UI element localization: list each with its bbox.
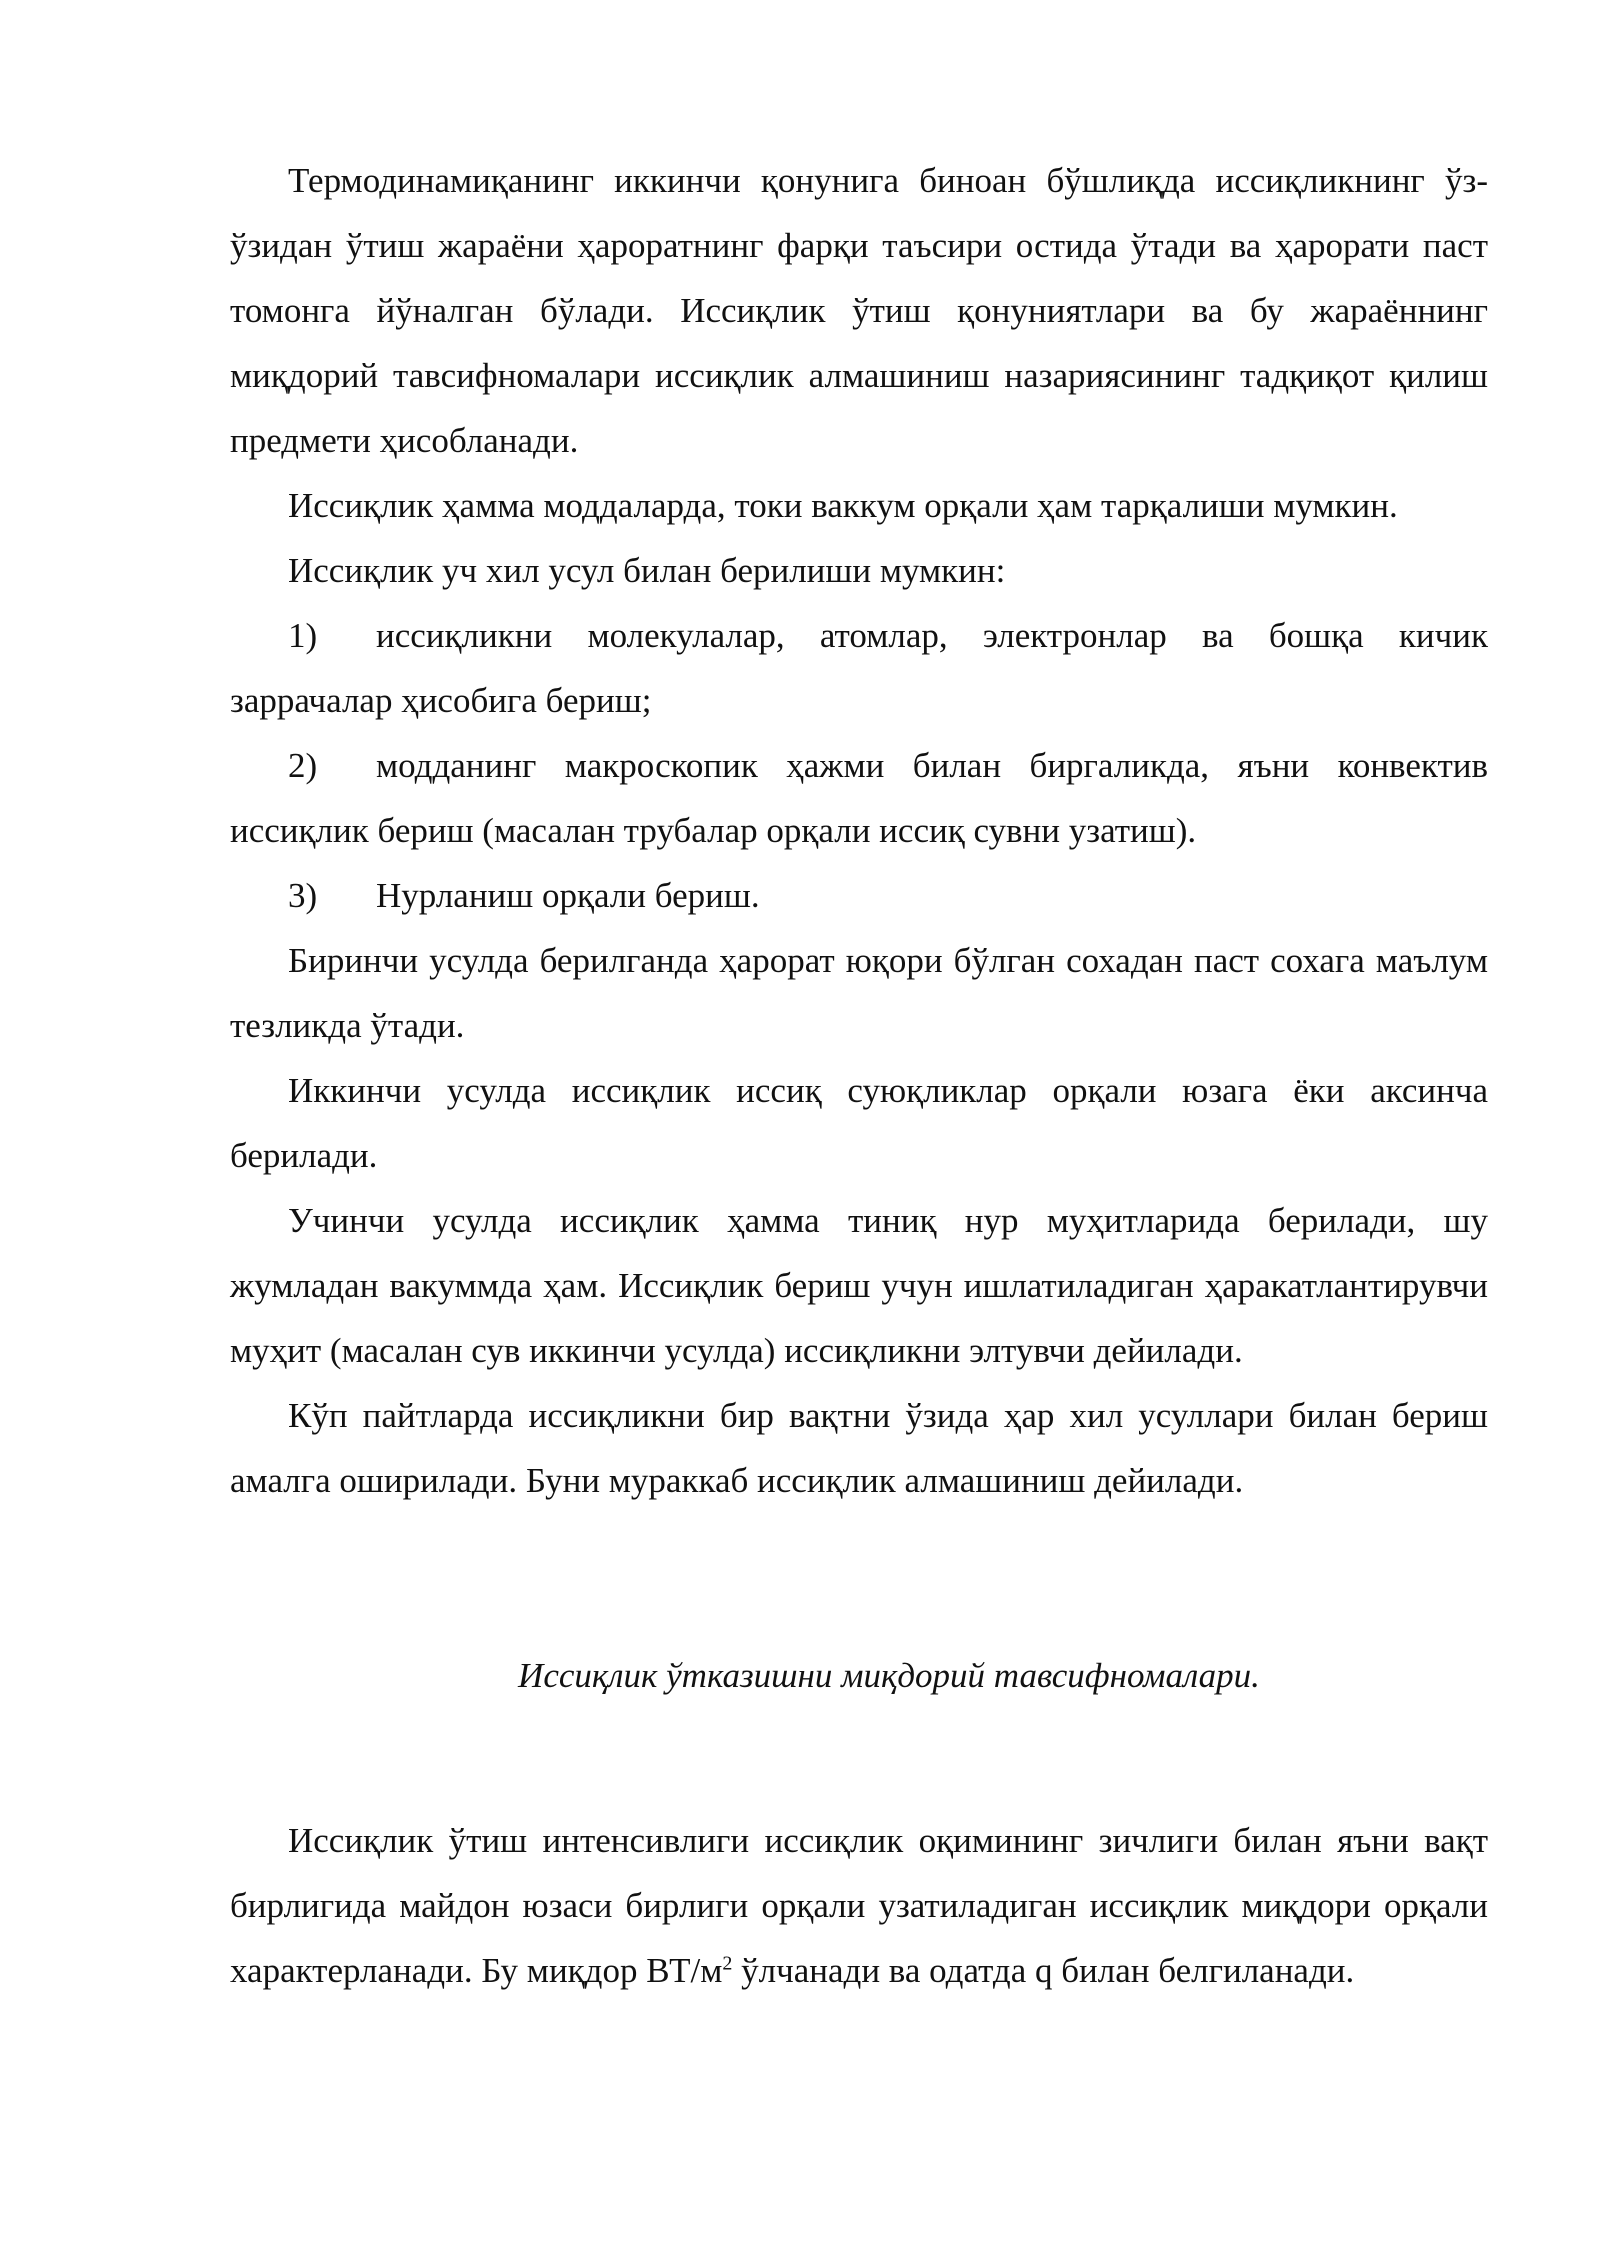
paragraph-second-method: Иккинчи усулда иссиқлик иссиқ суюқликлар орқали юзага ёки аксинча берилади.: [230, 1071, 1488, 1175]
section-title: Иссиқлик ўтказишни миқдорий тавсифномалари.: [518, 1656, 1260, 1695]
list-number: 3): [288, 876, 318, 915]
paragraph-three-methods-intro: Иссиқлик уч хил усул билан берилиши мумкин:: [288, 551, 1006, 590]
paragraph-heat-flux-density: [230, 1808, 1488, 2003]
paragraph-complex-exchange: Кўп пайтларда иссиқликни бир вақтни ўзида ҳар хил усуллари билан бериш амалга оширилади. Буни мураккаб иссиқлик алмашиниш дейилади.: [230, 1396, 1488, 1500]
list-number: 2): [288, 746, 318, 785]
list-item-1: [230, 603, 1488, 733]
list-number: 1): [288, 616, 318, 655]
heat-flux-text: Иссиқлик ўтиш интенсивлиги иссиқлик оқимининг зичлиги билан яъни вақт бирлигида майдон юзаси бирлиги орқали узатиладиган иссиқлик миқдори орқали характерланади. Бу миқдор ВТ/м: [230, 1821, 1488, 1990]
list-item-text: иссиқликни молекулалар, атомлар, электронлар ва бошқа кичик заррачалар ҳисобига бериш;: [230, 616, 1488, 720]
list-item-text: Нурланиш орқали бериш.: [376, 876, 760, 915]
list-item-2: [230, 733, 1488, 863]
paragraph-third-method: Учинчи усулда иссиқлик ҳамма тиниқ нур муҳитларида берилади, шу жумладан вакуммда ҳам. Иссиқлик бериш учун ишлатиладиган ҳаракатлантирувчи муҳит (масалан сув иккинчи усулда) иссиқликни элтувчи дейилади.: [230, 1201, 1488, 1370]
paragraph-thermodynamics-law: Термодинамиқанинг иккинчи қонунига биноан бўшлиқда иссиқликнинг ўз-ўзидан ўтиш жараёни ҳароратнинг фарқи таъсири остида ўтади ва ҳарорати паст томонга йўналган бўлади. Иссиқлик ўтиш қонуниятлари ва бу жараённинг миқдорий тавсифномалари иссиқлик алмашиниш назариясининг тадқиқот қилиш предмети ҳисобланади.: [230, 161, 1488, 460]
list-item-text: модданинг макроскопик ҳажми билан биргаликда, яъни конвектив иссиқлик бериш (масалан трубалар орқали иссиқ сувни узатиш).: [230, 746, 1488, 850]
unit-superscript: 2: [722, 1952, 733, 1975]
list-item-3: [230, 863, 1488, 928]
heat-flux-text-end: ўлчанади ва одатда q билан белгиланади.: [732, 1951, 1355, 1990]
document-body: [230, 148, 1488, 2003]
paragraph-first-method: Биринчи усулда берилганда ҳарорат юқори бўлган сохадан паст сохага маълум тезликда ўтади.: [230, 941, 1488, 1045]
paragraph-heat-propagation: Иссиқлик ҳамма моддаларда, токи ваккум орқали ҳам тарқалиши мумкин.: [288, 486, 1398, 525]
